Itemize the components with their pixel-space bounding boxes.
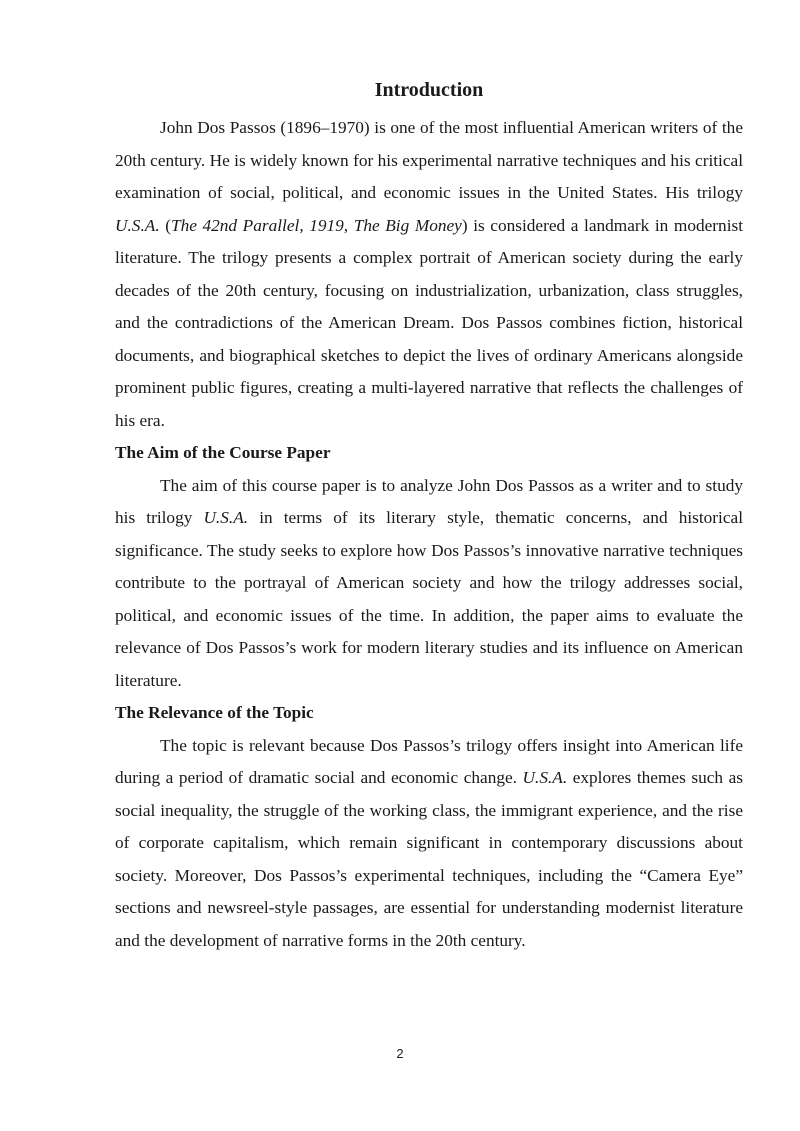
relevance-text-2: explores themes such as social inequality, the struggle of the working class, the immigrant experience, and the rise of corporate capitalism, which remain significant in contemporary discussions about society. Moreover, Dos Passos’s experimental techniques, including the “Camera Eye” sections and newsreel-style passages, are essential for understanding modernist literature and the development of narrative forms in the 20th century.: [115, 768, 743, 950]
intro-text-1: John Dos Passos (1896–1970) is one of the most influential American writers of the 20th century. He is widely known for his experimental narrative techniques and his critical examination of social, political, and economic issues in the United States. His trilogy: [115, 118, 743, 202]
intro-sep-2: ,: [343, 215, 354, 235]
intro-open-paren: (: [159, 215, 171, 235]
page-content: [115, 72, 743, 957]
relevance-paragraph: [115, 730, 743, 958]
intro-book-2: 1919: [309, 215, 344, 235]
page-number: 2: [396, 1046, 404, 1061]
relevance-heading: The Relevance of the Topic: [115, 703, 314, 722]
intro-text-2: ) is considered a landmark in modernist literature. The trilogy presents a complex portrait of American society during the early decades of the 20th century, focusing on industrialization, urbanization, class struggles, and the contradictions of the American Dream. Dos Passos combines fiction, historical documents, and biographical sketches to depict the lives of ordinary Americans alongside prominent public figures, creating a multi-layered narrative that reflects the challenges of his era.: [115, 215, 744, 430]
intro-book-3: The Big Money: [353, 215, 462, 235]
relevance-text-1: The topic is relevant because Dos Passos’s trilogy offers insight into American life during a period of dramatic social and economic change.: [115, 735, 743, 787]
aim-heading: The Aim of the Course Paper: [115, 443, 331, 462]
aim-text-1: The aim of this course paper is to analyze John Dos Passos as a writer and to study his trilogy: [115, 475, 743, 527]
intro-paragraph: [115, 112, 743, 437]
aim-usa-title: U.S.A.: [203, 508, 249, 527]
aim-paragraph: [115, 470, 743, 698]
intro-usa-title: U.S.A.: [115, 215, 160, 235]
intro-book-1: The 42nd Parallel: [171, 215, 300, 235]
aim-text-2: in terms of its literary style, thematic concerns, and historical significance. The study seeks to explore how Dos Passos’s innovative narrative techniques contribute to the portrayal of American society and how the trilogy addresses social, political, and economic issues of the time. In addition, the paper aims to evaluate the relevance of Dos Passos’s work for modern literary studies and its influence on American literature.: [115, 508, 743, 690]
intro-sep-1: ,: [299, 215, 310, 235]
relevance-usa-title: U.S.A.: [522, 768, 568, 787]
page-title: Introduction: [374, 79, 484, 101]
